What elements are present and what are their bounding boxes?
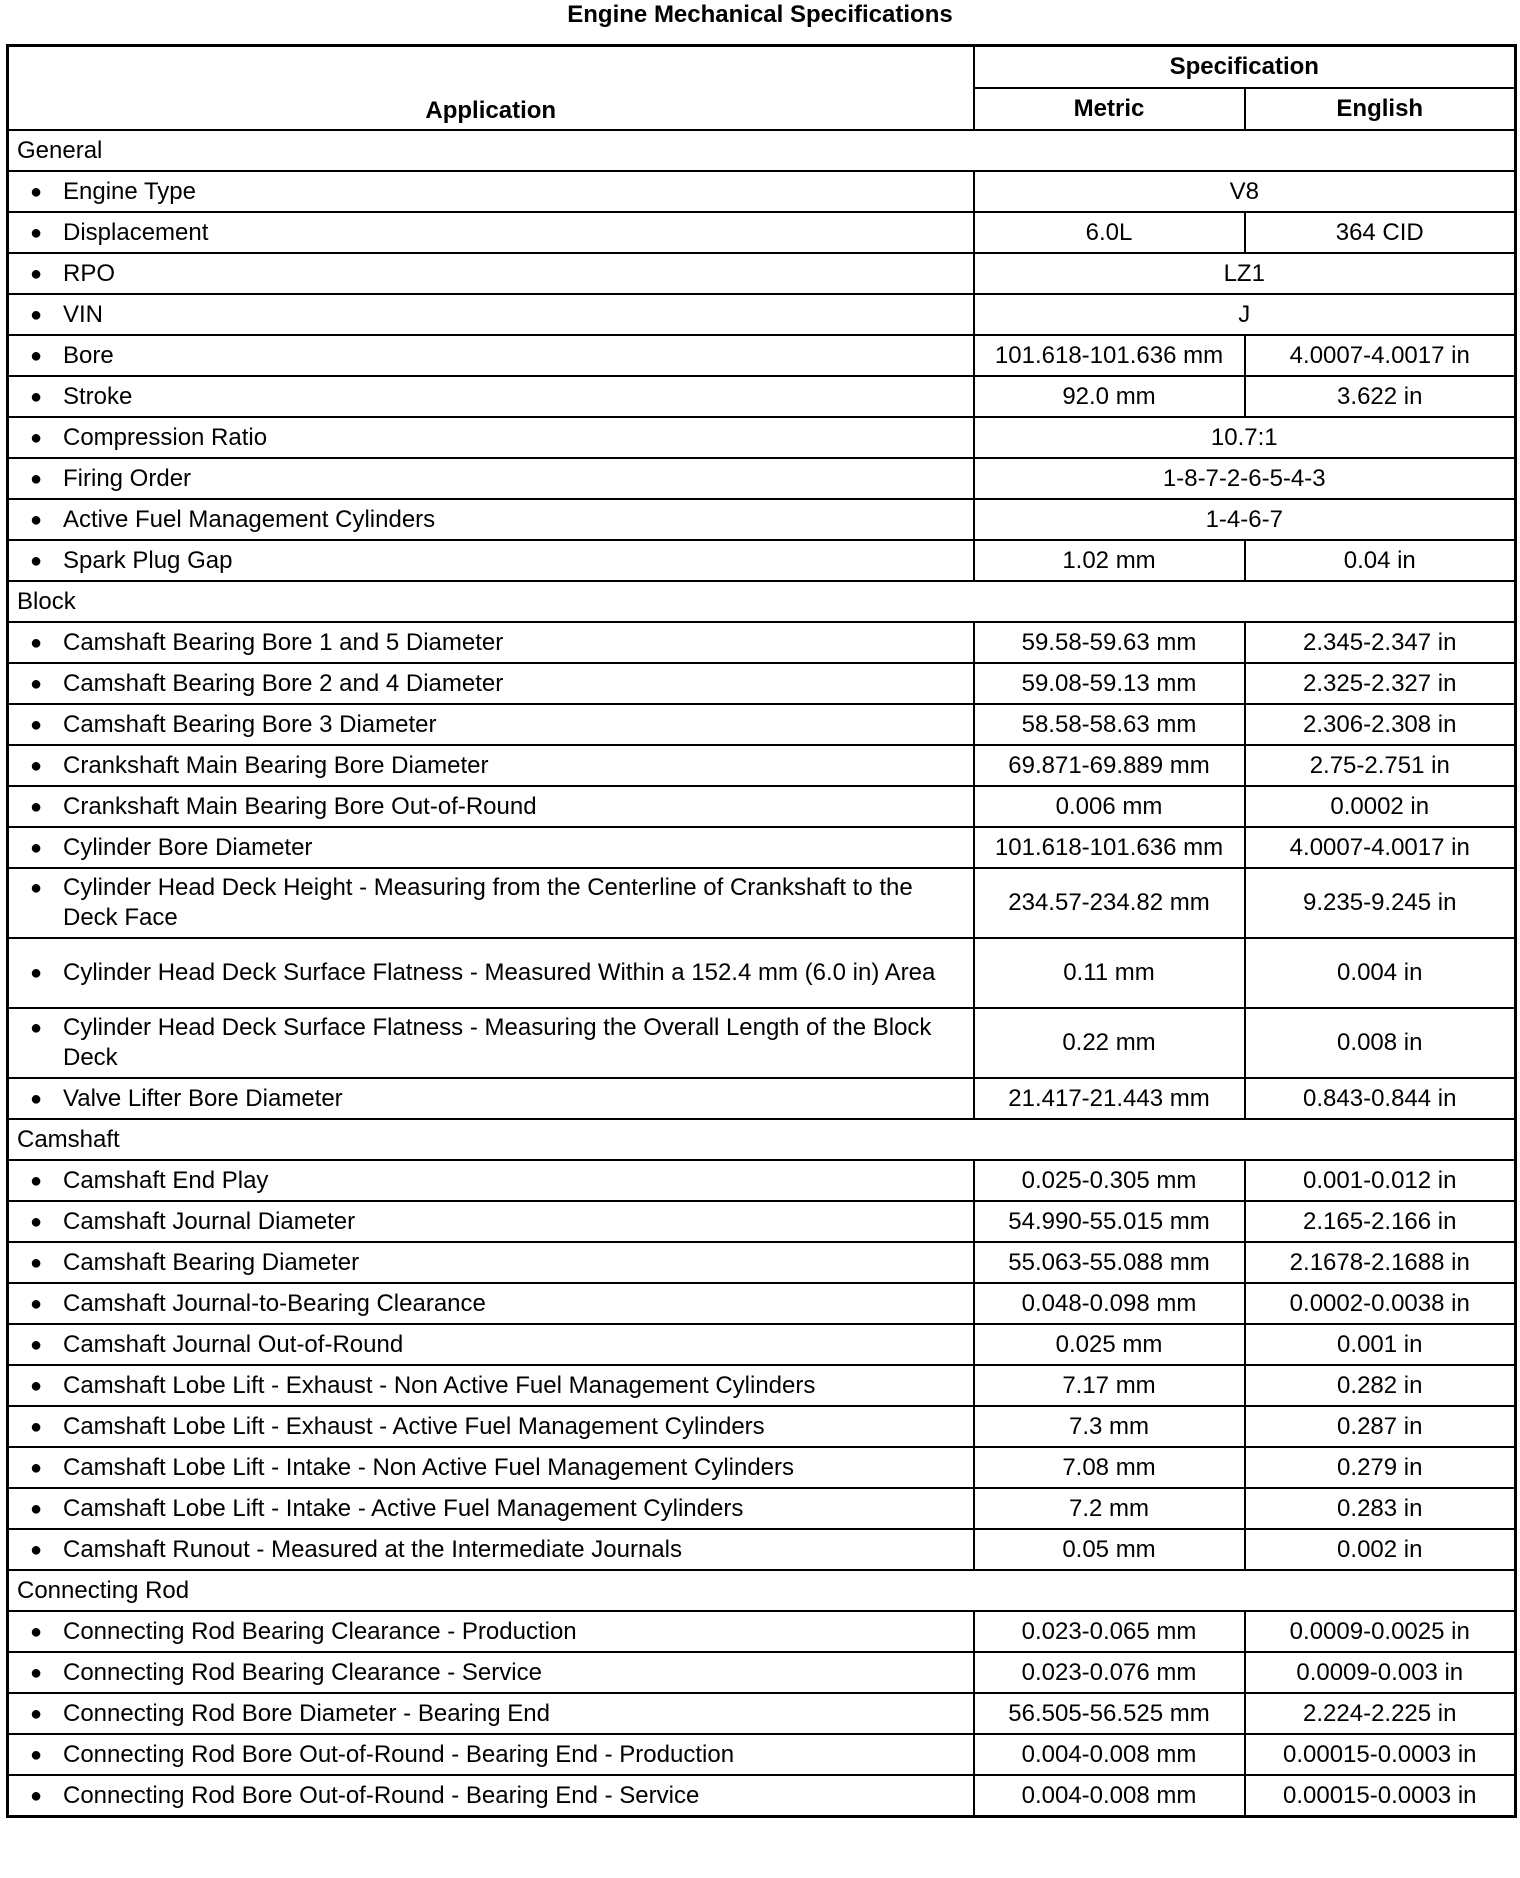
table-row [8, 499, 1516, 540]
bullet-icon: ● [29, 303, 43, 326]
application-label: Compression Ratio [63, 423, 268, 451]
page-title: Engine Mechanical Specifications [567, 1, 953, 28]
english-value: 4.0007-4.0017 in [1245, 335, 1516, 376]
english-value: 0.843-0.844 in [1245, 1078, 1516, 1119]
english-value: 0.00015-0.0003 in [1245, 1775, 1516, 1817]
application-cell [8, 663, 974, 704]
bullet-icon: ● [29, 1661, 43, 1684]
application-cell [8, 212, 974, 253]
english-value: 2.325-2.327 in [1245, 663, 1516, 704]
table-row [8, 1447, 1516, 1488]
english-value: 3.622 in [1245, 376, 1516, 417]
bullet-icon: ● [29, 549, 43, 572]
section-row [8, 1570, 1516, 1611]
metric-value: 7.08 mm [974, 1447, 1245, 1488]
english-value: 9.235-9.245 in [1245, 868, 1516, 938]
english-value: 4.0007-4.0017 in [1245, 827, 1516, 868]
application-label: Cylinder Bore Diameter [63, 833, 313, 861]
metric-value: 6.0L [974, 212, 1245, 253]
spec-body [8, 130, 1516, 1817]
application-label: Cylinder Head Deck Height - Measuring from the Centerline of Crankshaft to the Deck Face [63, 874, 913, 931]
bullet-icon: ● [29, 1702, 43, 1725]
table-row [8, 663, 1516, 704]
table-row [8, 1611, 1516, 1652]
application-cell [8, 622, 974, 663]
metric-value: 0.023-0.076 mm [974, 1652, 1245, 1693]
application-cell [8, 1283, 974, 1324]
english-value: 364 CID [1245, 212, 1516, 253]
english-value: 2.306-2.308 in [1245, 704, 1516, 745]
metric-value: 101.618-101.636 mm [974, 827, 1245, 868]
bullet-icon: ● [29, 713, 43, 736]
application-cell [8, 786, 974, 827]
application-label: Crankshaft Main Bearing Bore Diameter [63, 751, 489, 779]
application-label: Displacement [63, 218, 209, 246]
table-row [8, 704, 1516, 745]
english-value: 0.282 in [1245, 1365, 1516, 1406]
english-value: 0.279 in [1245, 1447, 1516, 1488]
spec-table [6, 44, 1517, 1818]
english-value: 2.345-2.347 in [1245, 622, 1516, 663]
application-label: RPO [63, 259, 116, 287]
english-value: 0.00015-0.0003 in [1245, 1734, 1516, 1775]
english-value: 0.0009-0.0025 in [1245, 1611, 1516, 1652]
bullet-icon: ● [29, 1620, 43, 1643]
application-label: Connecting Rod Bearing Clearance - Production [63, 1617, 577, 1645]
english-value: 0.0002 in [1245, 786, 1516, 827]
bullet-icon: ● [29, 1210, 43, 1233]
application-cell [8, 704, 974, 745]
application-cell [8, 499, 974, 540]
application-cell [8, 1529, 974, 1570]
section-title: General [8, 130, 1516, 171]
bullet-icon: ● [29, 1169, 43, 1192]
bullet-icon: ● [29, 1251, 43, 1274]
bullet-icon: ● [29, 1087, 43, 1110]
application-label: Camshaft Bearing Diameter [63, 1248, 360, 1276]
combined-value: 1-8-7-2-6-5-4-3 [974, 458, 1516, 499]
bullet-icon: ● [29, 508, 43, 531]
metric-value: 0.11 mm [974, 938, 1245, 1008]
header-application: Application [8, 46, 974, 131]
bullet-icon: ● [29, 1333, 43, 1356]
metric-value: 0.025 mm [974, 1324, 1245, 1365]
bullet-icon: ● [29, 795, 43, 818]
bullet-icon: ● [29, 754, 43, 777]
application-cell [8, 1406, 974, 1447]
table-row [8, 1406, 1516, 1447]
application-cell [8, 417, 974, 458]
application-label: Camshaft End Play [63, 1166, 269, 1194]
table-row [8, 212, 1516, 253]
application-label: Cylinder Head Deck Surface Flatness - Measured Within a 152.4 mm (6.0 in) Area [63, 959, 936, 986]
section-title: Block [8, 581, 1516, 622]
table-row [8, 1652, 1516, 1693]
application-cell [8, 1447, 974, 1488]
table-row [8, 1775, 1516, 1817]
bullet-icon: ● [29, 877, 43, 899]
english-value: 2.1678-2.1688 in [1245, 1242, 1516, 1283]
table-row [8, 745, 1516, 786]
metric-value: 7.17 mm [974, 1365, 1245, 1406]
bullet-icon: ● [29, 1456, 43, 1479]
application-cell [8, 868, 974, 938]
bullet-icon: ● [29, 467, 43, 490]
bullet-icon: ● [29, 221, 43, 244]
metric-value: 234.57-234.82 mm [974, 868, 1245, 938]
english-value: 2.224-2.225 in [1245, 1693, 1516, 1734]
application-label: Camshaft Lobe Lift - Exhaust - Active Fuel Management Cylinders [63, 1412, 765, 1440]
english-value: 0.001 in [1245, 1324, 1516, 1365]
section-title: Camshaft [8, 1119, 1516, 1160]
application-cell [8, 1488, 974, 1529]
bullet-icon: ● [29, 180, 43, 203]
bullet-icon: ● [29, 1292, 43, 1315]
english-value: 0.008 in [1245, 1008, 1516, 1078]
application-label: Camshaft Lobe Lift - Intake - Active Fuel Management Cylinders [63, 1494, 744, 1522]
table-row [8, 1693, 1516, 1734]
application-label: Connecting Rod Bore Out-of-Round - Bearing End - Production [63, 1740, 735, 1768]
metric-value: 92.0 mm [974, 376, 1245, 417]
table-row [8, 1078, 1516, 1119]
table-row [8, 253, 1516, 294]
section-row [8, 1119, 1516, 1160]
table-row [8, 1488, 1516, 1529]
table-row [8, 1734, 1516, 1775]
bullet-icon: ● [29, 1374, 43, 1397]
metric-value: 7.3 mm [974, 1406, 1245, 1447]
table-row [8, 1283, 1516, 1324]
application-cell [8, 1008, 974, 1078]
application-label: Engine Type [63, 177, 196, 205]
english-value: 0.283 in [1245, 1488, 1516, 1529]
bullet-icon: ● [29, 1017, 43, 1039]
metric-value: 0.22 mm [974, 1008, 1245, 1078]
application-label: Crankshaft Main Bearing Bore Out-of-Round [63, 792, 537, 820]
application-label: VIN [63, 300, 104, 328]
table-row [8, 1201, 1516, 1242]
application-label: Spark Plug Gap [63, 546, 233, 574]
table-row [8, 1242, 1516, 1283]
application-cell [8, 1324, 974, 1365]
bullet-icon: ● [29, 344, 43, 367]
metric-value: 1.02 mm [974, 540, 1245, 581]
metric-value: 54.990-55.015 mm [974, 1201, 1245, 1242]
metric-value: 59.58-59.63 mm [974, 622, 1245, 663]
english-value: 0.04 in [1245, 540, 1516, 581]
bullet-icon: ● [29, 1415, 43, 1438]
application-cell [8, 827, 974, 868]
application-label: Connecting Rod Bearing Clearance - Service [63, 1658, 542, 1686]
table-row [8, 376, 1516, 417]
table-row [8, 1529, 1516, 1570]
table-row [8, 1008, 1516, 1078]
combined-value: 1-4-6-7 [974, 499, 1516, 540]
application-cell [8, 335, 974, 376]
application-label: Camshaft Bearing Bore 2 and 4 Diameter [63, 669, 504, 697]
application-cell [8, 253, 974, 294]
table-row [8, 458, 1516, 499]
application-label: Connecting Rod Bore Out-of-Round - Bearing End - Service [63, 1781, 700, 1809]
bullet-icon: ● [29, 631, 43, 654]
metric-value: 59.08-59.13 mm [974, 663, 1245, 704]
combined-value: 10.7:1 [974, 417, 1516, 458]
bullet-icon: ● [29, 962, 43, 984]
metric-value: 0.025-0.305 mm [974, 1160, 1245, 1201]
table-row [8, 868, 1516, 938]
english-value: 0.001-0.012 in [1245, 1160, 1516, 1201]
header-metric: Metric [974, 88, 1245, 130]
table-row [8, 294, 1516, 335]
application-cell [8, 1734, 974, 1775]
application-label: Cylinder Head Deck Surface Flatness - Measuring the Overall Length of the Block Deck [63, 1014, 932, 1071]
application-label: Camshaft Bearing Bore 3 Diameter [63, 710, 437, 738]
application-label: Stroke [63, 382, 133, 410]
application-label: Camshaft Runout - Measured at the Intermediate Journals [63, 1535, 682, 1563]
metric-value: 69.871-69.889 mm [974, 745, 1245, 786]
table-row [8, 622, 1516, 663]
bullet-icon: ● [29, 385, 43, 408]
metric-value: 58.58-58.63 mm [974, 704, 1245, 745]
application-cell [8, 1365, 974, 1406]
english-value: 0.004 in [1245, 938, 1516, 1008]
metric-value: 56.505-56.525 mm [974, 1693, 1245, 1734]
application-cell [8, 1078, 974, 1119]
application-cell [8, 458, 974, 499]
combined-value: LZ1 [974, 253, 1516, 294]
english-value: 2.75-2.751 in [1245, 745, 1516, 786]
table-row [8, 335, 1516, 376]
table-row [8, 1365, 1516, 1406]
section-row [8, 581, 1516, 622]
english-value: 0.0002-0.0038 in [1245, 1283, 1516, 1324]
application-cell [8, 171, 974, 212]
metric-value: 21.417-21.443 mm [974, 1078, 1245, 1119]
metric-value: 0.004-0.008 mm [974, 1775, 1245, 1817]
metric-value: 0.006 mm [974, 786, 1245, 827]
bullet-icon: ● [29, 836, 43, 859]
metric-value: 7.2 mm [974, 1488, 1245, 1529]
application-label: Camshaft Journal-to-Bearing Clearance [63, 1289, 486, 1317]
application-label: Connecting Rod Bore Diameter - Bearing End [63, 1699, 550, 1727]
combined-value: J [974, 294, 1516, 335]
application-cell [8, 540, 974, 581]
section-title: Connecting Rod [8, 1570, 1516, 1611]
application-cell [8, 745, 974, 786]
application-cell [8, 1693, 974, 1734]
application-label: Camshaft Lobe Lift - Intake - Non Active Fuel Management Cylinders [63, 1453, 795, 1481]
bullet-icon: ● [29, 1743, 43, 1766]
table-row [8, 1160, 1516, 1201]
application-label: Camshaft Bearing Bore 1 and 5 Diameter [63, 628, 504, 656]
metric-value: 101.618-101.636 mm [974, 335, 1245, 376]
application-cell [8, 1160, 974, 1201]
header-specification: Specification [974, 46, 1516, 89]
application-cell [8, 1775, 974, 1817]
table-row [8, 827, 1516, 868]
table-row [8, 938, 1516, 1008]
metric-value: 0.048-0.098 mm [974, 1283, 1245, 1324]
application-label: Bore [63, 341, 114, 369]
application-label: Camshaft Journal Out-of-Round [63, 1330, 404, 1358]
table-row [8, 417, 1516, 458]
english-value: 0.0009-0.003 in [1245, 1652, 1516, 1693]
application-label: Active Fuel Management Cylinders [63, 505, 436, 533]
header-english: English [1245, 88, 1516, 130]
metric-value: 55.063-55.088 mm [974, 1242, 1245, 1283]
table-row [8, 171, 1516, 212]
bullet-icon: ● [29, 1497, 43, 1520]
application-label: Firing Order [63, 464, 192, 492]
table-row [8, 1324, 1516, 1365]
table-row [8, 786, 1516, 827]
english-value: 0.002 in [1245, 1529, 1516, 1570]
application-cell [8, 938, 974, 1008]
application-label: Camshaft Lobe Lift - Exhaust - Non Active Fuel Management Cylinders [63, 1371, 816, 1399]
application-cell [8, 294, 974, 335]
metric-value: 0.05 mm [974, 1529, 1245, 1570]
application-cell [8, 1652, 974, 1693]
bullet-icon: ● [29, 1784, 43, 1807]
bullet-icon: ● [29, 262, 43, 285]
application-label: Camshaft Journal Diameter [63, 1207, 356, 1235]
application-cell [8, 1201, 974, 1242]
metric-value: 0.004-0.008 mm [974, 1734, 1245, 1775]
combined-value: V8 [974, 171, 1516, 212]
application-cell [8, 1611, 974, 1652]
bullet-icon: ● [29, 426, 43, 449]
english-value: 0.287 in [1245, 1406, 1516, 1447]
bullet-icon: ● [29, 1538, 43, 1561]
metric-value: 0.023-0.065 mm [974, 1611, 1245, 1652]
application-label: Valve Lifter Bore Diameter [63, 1084, 343, 1112]
application-cell [8, 1242, 974, 1283]
english-value: 2.165-2.166 in [1245, 1201, 1516, 1242]
table-row [8, 540, 1516, 581]
section-row [8, 130, 1516, 171]
bullet-icon: ● [29, 672, 43, 695]
application-cell [8, 376, 974, 417]
